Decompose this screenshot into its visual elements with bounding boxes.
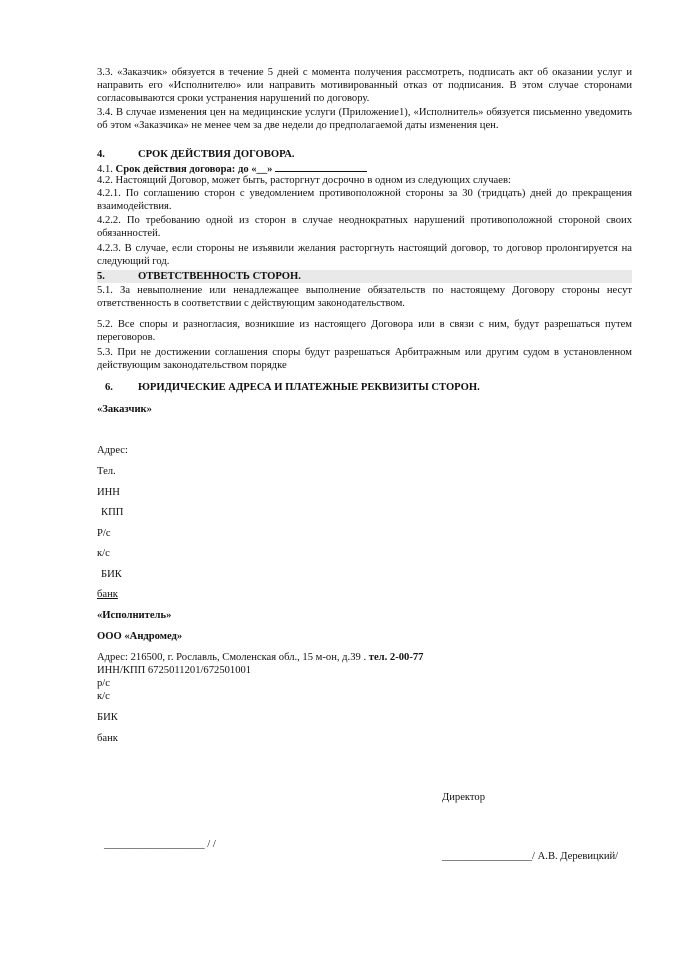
section-6-title: ЮРИДИЧЕСКИЕ АДРЕСА И ПЛАТЕЖНЫЕ РЕКВИЗИТЫ СТОРОН. [138,382,480,393]
contractor-bank: банк [97,733,118,744]
customer-account: Р/с [97,528,111,539]
section-4-title: СРОК ДЕЙСТВИЯ ДОГОВОРА. [138,149,295,160]
section-6-heading [105,381,480,394]
section-5-number: 5. [97,271,105,282]
contractor-address: Адрес: 216500, г. Рославль, Смоленская обл., 15 м-он, д.39 . [97,652,367,663]
customer-kpp: КПП [101,507,124,518]
section-5-title: ОТВЕТСТВЕННОСТЬ СТОРОН. [138,271,301,282]
paragraph-4-2-1: 4.2.1. По соглашению сторон с уведомлением противоположной стороны за 30 (тридцать) дней до прекращения взаимодействия. [97,188,632,212]
paragraph-5-2: 5.2. Все споры и разногласия, возникшие из настоящего Договора или в связи с ним, будут разрешаться путем переговоров. [97,319,632,343]
term-label: Срок действия договора: до «__» [115,164,273,175]
paragraph-3-3: 3.3. «Заказчик» обязуется в течение 5 дней с момента получения рассмотреть, подписать акт об оказании услуг и направить его «Исполнителю» или направить мотивированный отказ от подписания. В этом случае сторонами согласовываются сроки устранения нарушений по договору. [97,67,632,104]
customer-corr-account: к/с [97,548,110,559]
paragraph-4-2-3: 4.2.3. В случае, если стороны не изъявили желания расторгнуть настоящий договор, то договор пролонгируется на следующий год. [97,243,632,267]
contractor-account: р/с [97,678,110,689]
customer-signature-line: ___________________ / / [104,839,216,850]
term-date-blank [275,161,367,172]
paragraph-4-1-prefix: 4.1. [97,164,113,175]
contractor-corr-account: к/с [97,691,110,702]
paragraph-4-2: 4.2. Настоящий Договор, может быть, расторгнут досрочно в одном из следующих случаев: [97,175,511,186]
customer-heading: «Заказчик» [97,404,152,415]
section-6-number: 6. [105,382,113,393]
customer-phone: Тел. [97,466,116,477]
customer-bank: банк [97,589,118,600]
paragraph-4-2-2: 4.2.2. По требованию одной из сторон в случае неоднократных нарушений противоположной стороной своих обязанностей. [97,215,632,239]
contractor-inn-kpp: ИНН/КПП 6725011201/672501001 [97,665,252,676]
contractor-address-line [97,651,423,664]
director-title: Директор [442,792,485,803]
contractor-phone: тел. 2-00-77 [368,652,424,663]
paragraph-5-3: 5.3. При не достижении соглашения споры будут разрешаться Арбитражным или другим судом в установленном действующим законодательством порядке [97,347,632,371]
section-5-heading [97,270,301,283]
contractor-company: ООО «Андромед» [97,631,183,642]
paragraph-3-4: 3.4. В случае изменения цен на медицинские услуги (Приложение1), «Исполнитель» обязуется письменно уведомить об этом «Заказчика» не менее чем за две недели до предполагаемой даты изменения цен. [97,107,632,131]
customer-address: Адрес: [97,445,128,456]
contractor-bik: БИК [97,712,118,723]
customer-inn: ИНН [97,487,120,498]
customer-bik: БИК [101,569,122,580]
section-4-number: 4. [97,149,105,160]
paragraph-5-1: 5.1. За невыполнение или ненадлежащее выполнение обязательств по настоящему Договору стороны несут ответственность в соответствии с действующим законодательством. [97,285,632,309]
section-4-heading [97,148,295,161]
contractor-heading: «Исполнитель» [97,610,172,621]
contractor-signature-line: _________________/ А.В. Деревицкий/ [442,851,619,862]
